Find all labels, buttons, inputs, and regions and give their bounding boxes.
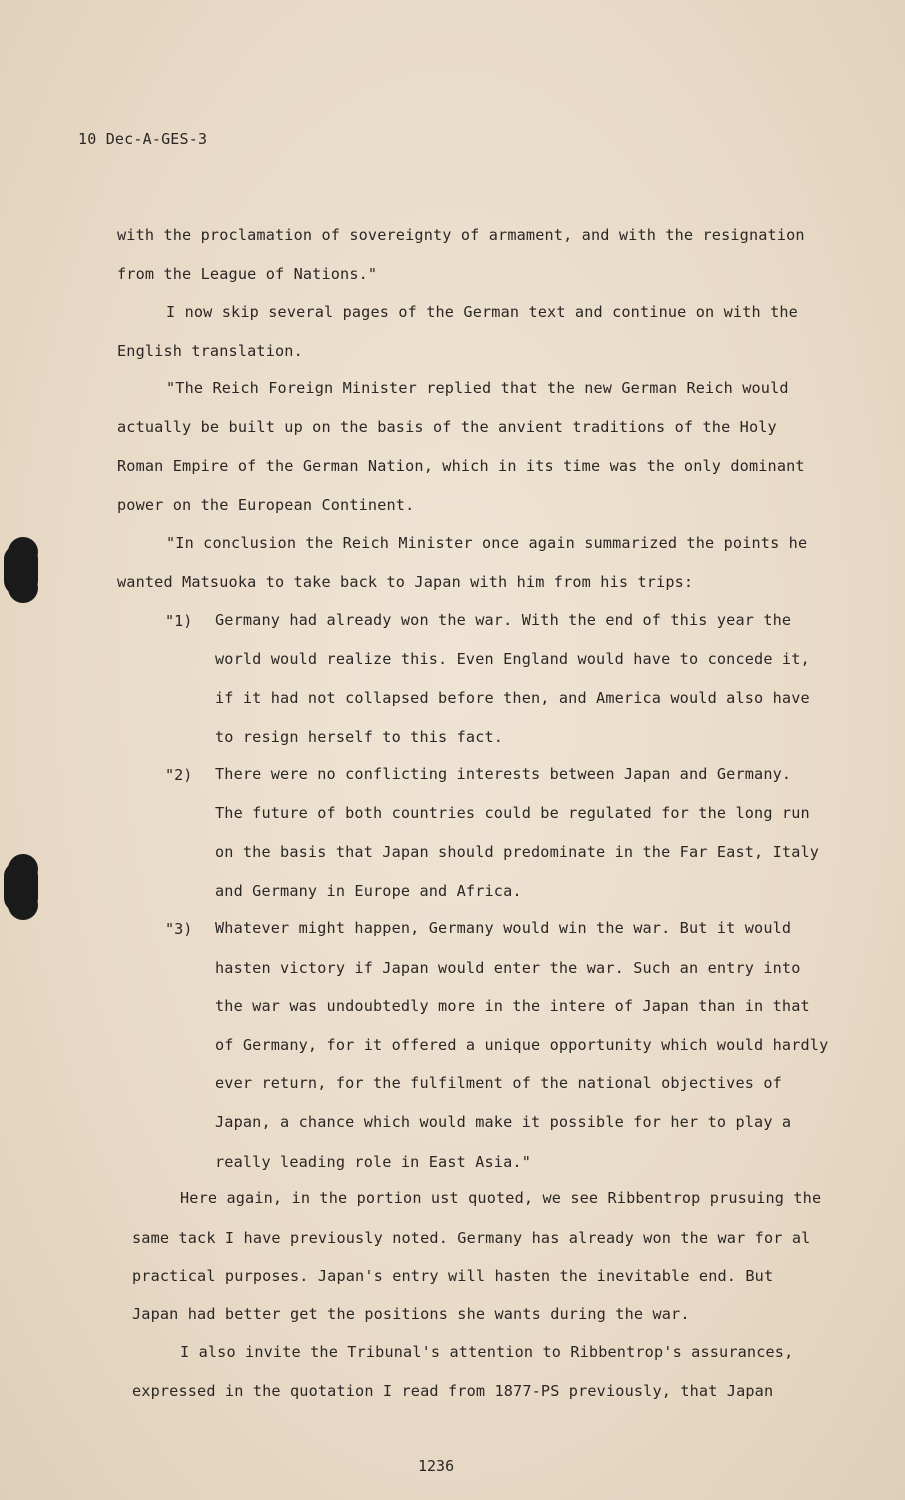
text-line: "The Reich Foreign Minister replied that the new German Reich would: [166, 379, 789, 397]
punch-hole: [4, 862, 38, 912]
text-line: English translation.: [117, 342, 303, 360]
text-line: I also invite the Tribunal's attention to Ribbentrop's assurances,: [180, 1343, 794, 1361]
page-number: 1236: [418, 1457, 455, 1475]
text-line: expressed in the quotation I read from 1877-PS previously, that Japan: [132, 1382, 774, 1400]
text-line: power on the European Continent.: [117, 496, 415, 514]
point-number: "3): [165, 920, 193, 938]
text-line: practical purposes. Japan's entry will hasten the inevitable end. But: [132, 1267, 774, 1285]
punch-hole: [4, 545, 38, 595]
text-line: hasten victory if Japan would enter the war. Such an entry into: [215, 959, 801, 977]
text-line: There were no conflicting interests between Japan and Germany.: [215, 765, 792, 783]
text-line: and Germany in Europe and Africa.: [215, 882, 522, 900]
text-line: Whatever might happen, Germany would win the war. But it would: [215, 919, 792, 937]
text-line: of Germany, for it offered a unique opportunity which would hardly: [215, 1036, 829, 1054]
text-line: the war was undoubtedly more in the intere of Japan than in that: [215, 997, 810, 1015]
text-line: actually be built up on the basis of the anvient traditions of the Holy: [117, 418, 777, 436]
text-line: with the proclamation of sovereignty of armament, and with the resignation: [117, 226, 805, 244]
text-line: Here again, in the portion ust quoted, we see Ribbentrop prusuing the: [180, 1189, 822, 1207]
text-line: The future of both countries could be regulated for the long run: [215, 804, 810, 822]
text-line: from the League of Nations.": [117, 265, 378, 283]
text-line: Japan had better get the positions she wants during the war.: [132, 1305, 690, 1323]
text-line: "In conclusion the Reich Minister once again summarized the points he: [166, 534, 808, 552]
text-line: to resign herself to this fact.: [215, 728, 504, 746]
text-line: on the basis that Japan should predominate in the Far East, Italy: [215, 843, 820, 861]
text-line: world would realize this. Even England would have to concede it,: [215, 650, 810, 668]
text-line: same tack I have previously noted. Germany has already won the war for al: [132, 1229, 811, 1247]
document-header: 10 Dec-A-GES-3: [78, 130, 208, 148]
text-line: ever return, for the fulfilment of the national objectives of: [215, 1074, 782, 1092]
point-number: "2): [165, 766, 193, 784]
text-line: if it had not collapsed before then, and America would also have: [215, 689, 810, 707]
text-line: Japan, a chance which would make it possible for her to play a: [215, 1113, 792, 1131]
point-number: "1): [165, 612, 193, 630]
text-line: Roman Empire of the German Nation, which in its time was the only dominant: [117, 457, 805, 475]
text-line: I now skip several pages of the German text and continue on with the: [166, 303, 798, 321]
text-line: Germany had already won the war. With the end of this year the: [215, 611, 792, 629]
text-line: wanted Matsuoka to take back to Japan with him from his trips:: [117, 573, 694, 591]
text-line: really leading role in East Asia.": [215, 1153, 531, 1171]
